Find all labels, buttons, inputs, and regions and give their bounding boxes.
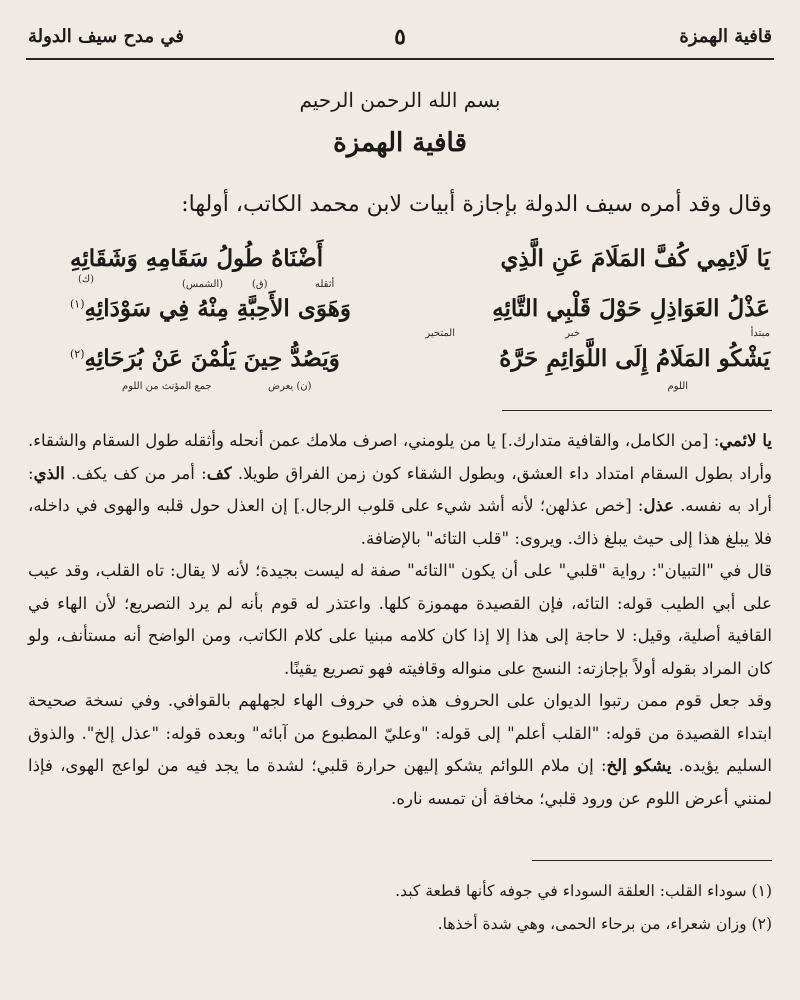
commentary-headword: كف: [206, 463, 232, 483]
commentary-paragraph: [28, 685, 772, 815]
verse-2-first-hemistich: عَذْلُ العَوَاذِلِ حَوْلَ قَلْبِي التَّائِهِ: [492, 295, 770, 322]
verse-3-first-hemistich: يَشْكُو المَلَامُ إِلَى اللَّوَائِمِ حَرَّهُ: [499, 345, 770, 372]
gloss: اللوم: [667, 381, 688, 392]
gloss: المتحير: [425, 328, 455, 339]
commentary-paragraph: [28, 555, 772, 685]
gloss: (الشمس): [182, 279, 224, 290]
running-header-chapter: قافية الهمزة: [679, 26, 772, 47]
footnotes-divider: [532, 860, 772, 861]
running-header-section: في مدح سيف الدولة: [28, 26, 185, 47]
page-number: ٥: [394, 24, 406, 50]
gloss: خبر: [565, 328, 580, 339]
footnote-marker: (١): [70, 297, 85, 311]
footnote-marker: (٢): [70, 347, 85, 361]
commentary-text: : أمر من كف يكف.: [64, 463, 207, 483]
commentary-text: : [خص عذلهن؛ لأنه أشد شيء على قلوب الرجال.] إن العذل حول قلبه والهوى في داخله، فلا يبلغ هذا إلى حيث يبلغ ذاك. ويروى: "قلب التائه" بالإضافة.: [28, 496, 772, 548]
commentary-headword: يا لائمي: [719, 431, 772, 450]
commentary-headword: يشكو إلخ: [606, 756, 672, 775]
commentary-text: وقد جعل قوم ممن رتبوا الديوان على الحروف هذه في حروف الهاء لجهلهم بالقوافي. وفي نسخة صحيحة ابتداء القصيدة من قوله: "القلب أعلم" إلى قوله: "وعليّ المطبوع من آبائه" وبعده قوله: "عذل إلخ". والذوق السليم يؤيده.: [28, 691, 772, 775]
poem-intro: وقال وقد أمره سيف الدولة بإجازة أبيات لابن محمد الكاتب، أولها:: [181, 192, 772, 217]
basmala: بسم الله الرحمن الرحيم: [299, 88, 501, 112]
commentary-text: قال في "التبيان": رواية "قلبي" على أن يكون "التائه" صفة له ليست بجيدة؛ لأنه لا يقال: تاه القلب، وقد عيب على أبي الطيب قوله: التائه، فإن القصيدة مهموزة كلها. واعتذر له قوم بأنه لم يرد التصريع؛ لأن الهاء في القافية أصلية، وقيل: لا حاجة إلى هذا إلا إذا كان كلامه مبنيا على كلام الكاتب، ومن الواضح أنه مستأنف، ولو كان المراد بقوله أولاً بإجازته: النسج على منواله وقافيته فهو تصريع يقينًا.: [28, 561, 772, 678]
commentary-headword: الذي: [33, 463, 65, 483]
header-divider: [26, 58, 774, 60]
gloss: مبتدأ: [750, 328, 770, 339]
gloss: أثقله: [315, 279, 335, 290]
commentary-text: : [من الكامل، والقافية متدارك.] يا من يلومني، اصرف ملامك عمن أنحله وأثقله طول السقام والشقاء. وأراد بطول السقام امتداد داء العشق، وبطول الشقاء كون زمن الفراق طويلا.: [28, 431, 772, 483]
footnote-2: (٢) وزان شعراء، من برحاء الحمى، وهي شدة أخذها.: [437, 915, 772, 933]
commentary-text: : أراد به نفسه.: [28, 463, 772, 515]
gloss: جمع المؤنث من اللوم: [122, 381, 212, 392]
commentary-text: : إن ملام اللوائم يشكو إليهن حرارة قلبي؛ لشدة ما يجد فيه من لواعج الهوى، فإذا لمنني أعرض اللوم عن ورود قلبي؛ مخافة أن تمسه ناره.: [28, 756, 772, 808]
verse-2-second-hemistich: وَهَوَى الأَحِبَّةِ مِنْهُ فِي سَوْدَائِهِ$^{(١)}$: [70, 295, 351, 322]
commentary-headword: عذل: [643, 496, 674, 515]
verse-3-second-hemistich: وَيَصُدُّ حِينَ يَلُمْنَ عَنْ بُرَحَائِهِ$^{(٢)}$: [70, 345, 340, 372]
commentary-divider: [502, 410, 772, 411]
chapter-title: قافية الهمزة: [333, 128, 467, 158]
footnotes: [28, 875, 772, 941]
footnote-1: (١) سوداء القلب: العلقة السوداء في جوفه كأنها قطعة كبد.: [395, 882, 772, 900]
commentary: [28, 425, 772, 815]
verse-1-second-hemistich: أَضْنَاهُ طُولُ سَقَامِهِ وَشَقَائِهِ: [70, 245, 324, 272]
commentary-paragraph: [28, 425, 772, 555]
verse-1-first-hemistich: يَا لَائِمِي كُفَّ المَلَامَ عَنِ الَّذِي: [500, 245, 770, 272]
gloss: (ك): [78, 274, 95, 285]
gloss: (ق): [252, 279, 268, 290]
running-header: [28, 26, 772, 56]
gloss: (ن) يعرض: [268, 381, 312, 392]
